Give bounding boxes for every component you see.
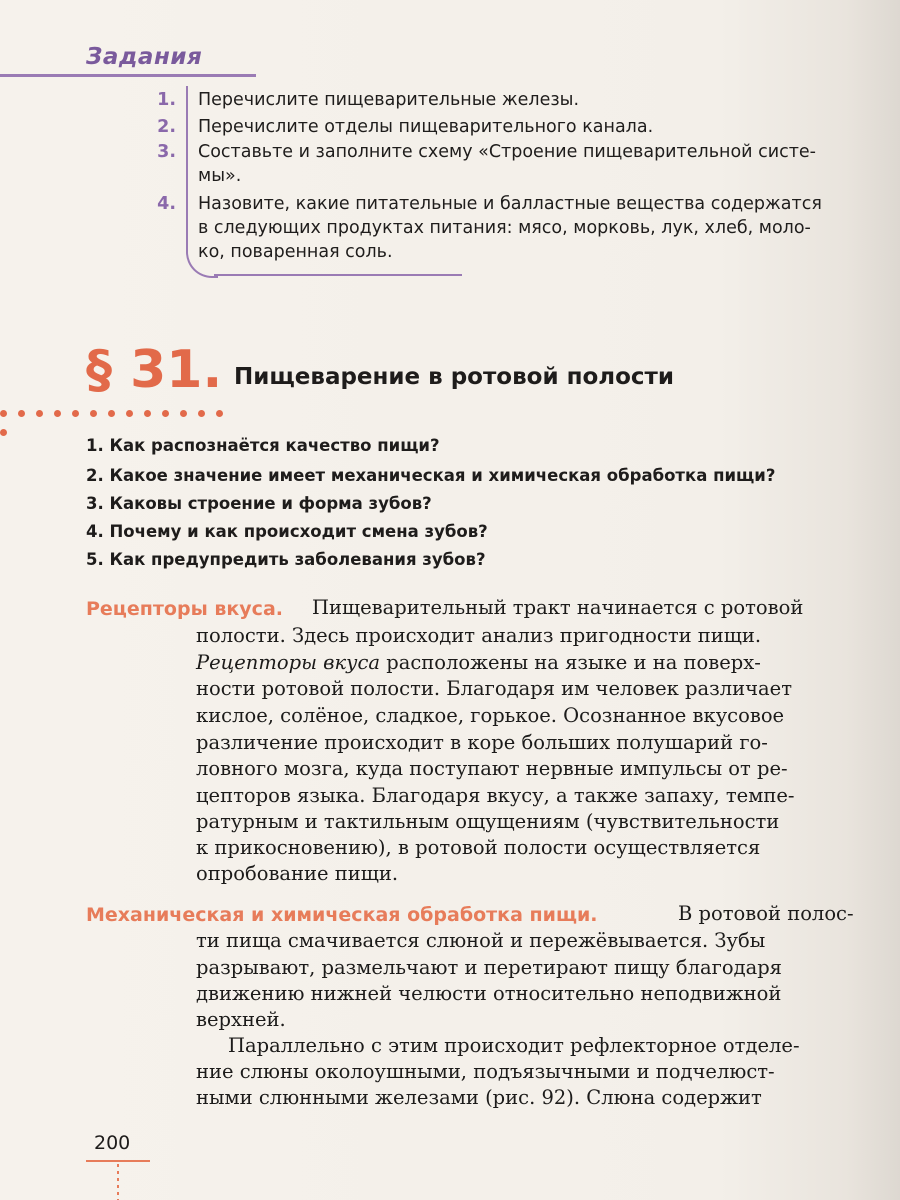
body-text-line: разрывают, размельчают и перетирают пищу благодаря — [196, 956, 782, 979]
section-title: Пищеварение в ротовой полости — [234, 364, 674, 390]
body-text-line: ние слюны околоушными, подъязычными и подчелюст- — [196, 1060, 775, 1083]
page-number-rule — [86, 1160, 150, 1162]
question-item: 1. Как распознаётся качество пищи? — [86, 436, 440, 455]
paragraph-heading: Рецепторы вкуса. — [86, 598, 283, 620]
body-text-line: Пищеварительный тракт начинается с ротовой — [312, 596, 804, 619]
task-text: Перечислите отделы пищеварительного канала. — [198, 117, 654, 137]
section-dotted-rule — [0, 402, 250, 416]
tasks-title: Задания — [86, 44, 203, 70]
paragraph-heading: Механическая и химическая обработка пищи. — [86, 904, 598, 926]
task-number: 4. — [157, 194, 176, 214]
body-text-line: цепторов языка. Благодаря вкусу, а также запаху, темпе- — [196, 784, 795, 807]
task-text: Назовите, какие питательные и балластные вещества содержатся — [198, 194, 822, 214]
section-number: § 31. — [86, 340, 223, 400]
body-text-line: В ротовой полос- — [678, 902, 854, 925]
italic-term: Рецепторы вкуса — [196, 651, 381, 674]
task-number: 3. — [157, 142, 176, 162]
page-number-dotted-line — [117, 1164, 119, 1200]
question-item: 5. Как предупредить заболевания зубов? — [86, 550, 486, 569]
body-text-line: ти пища смачивается слюной и пережёвывается. Зубы — [196, 929, 766, 952]
task-number: 1. — [157, 90, 176, 110]
body-text-line: полости. Здесь происходит анализ пригодности пищи. — [196, 624, 762, 647]
body-text-line: кислое, солёное, сладкое, горькое. Осознанное вкусовое — [196, 704, 785, 727]
page-number: 200 — [94, 1132, 131, 1154]
body-text-line-italic: Рецепторы вкуса расположены на языке и на поверх- — [196, 651, 761, 674]
body-text-line: ности ротовой полости. Благодаря им человек различает — [196, 677, 792, 700]
body-text-line: ловного мозга, куда поступают нервные импульсы от ре- — [196, 757, 788, 780]
question-item: 2. Какое значение имеет механическая и химическая обработка пищи? — [86, 466, 776, 485]
body-text-line: ратурным и тактильным ощущениям (чувствительности — [196, 810, 780, 833]
tasks-side-rule — [186, 86, 188, 252]
body-text-line: опробование пищи. — [196, 862, 399, 885]
question-item: 3. Каковы строение и форма зубов? — [86, 494, 432, 513]
tasks-top-rule — [0, 74, 256, 77]
task-text: Перечислите пищеварительные железы. — [198, 90, 580, 110]
question-item: 4. Почему и как происходит смена зубов? — [86, 522, 488, 541]
task-text: мы». — [198, 166, 242, 186]
task-text: в следующих продуктах питания: мясо, морковь, лук, хлеб, моло- — [198, 218, 811, 238]
body-text-line: верхней. — [196, 1008, 286, 1031]
task-number: 2. — [157, 117, 176, 137]
task-text: ко, поваренная соль. — [198, 242, 393, 262]
body-text-line: движению нижней челюсти относительно неподвижной — [196, 982, 782, 1005]
tasks-bottom-rule — [214, 274, 462, 276]
body-text-line: ными слюнными железами (рис. 92). Слюна содержит — [196, 1086, 762, 1109]
body-text-line: Параллельно с этим происходит рефлекторное отделе- — [228, 1034, 800, 1057]
task-text: Составьте и заполните схему «Строение пищеварительной систе- — [198, 142, 816, 162]
body-text-line: к прикосновению), в ротовой полости осуществляется — [196, 836, 761, 859]
body-text-line: различение происходит в коре больших полушарий го- — [196, 731, 768, 754]
